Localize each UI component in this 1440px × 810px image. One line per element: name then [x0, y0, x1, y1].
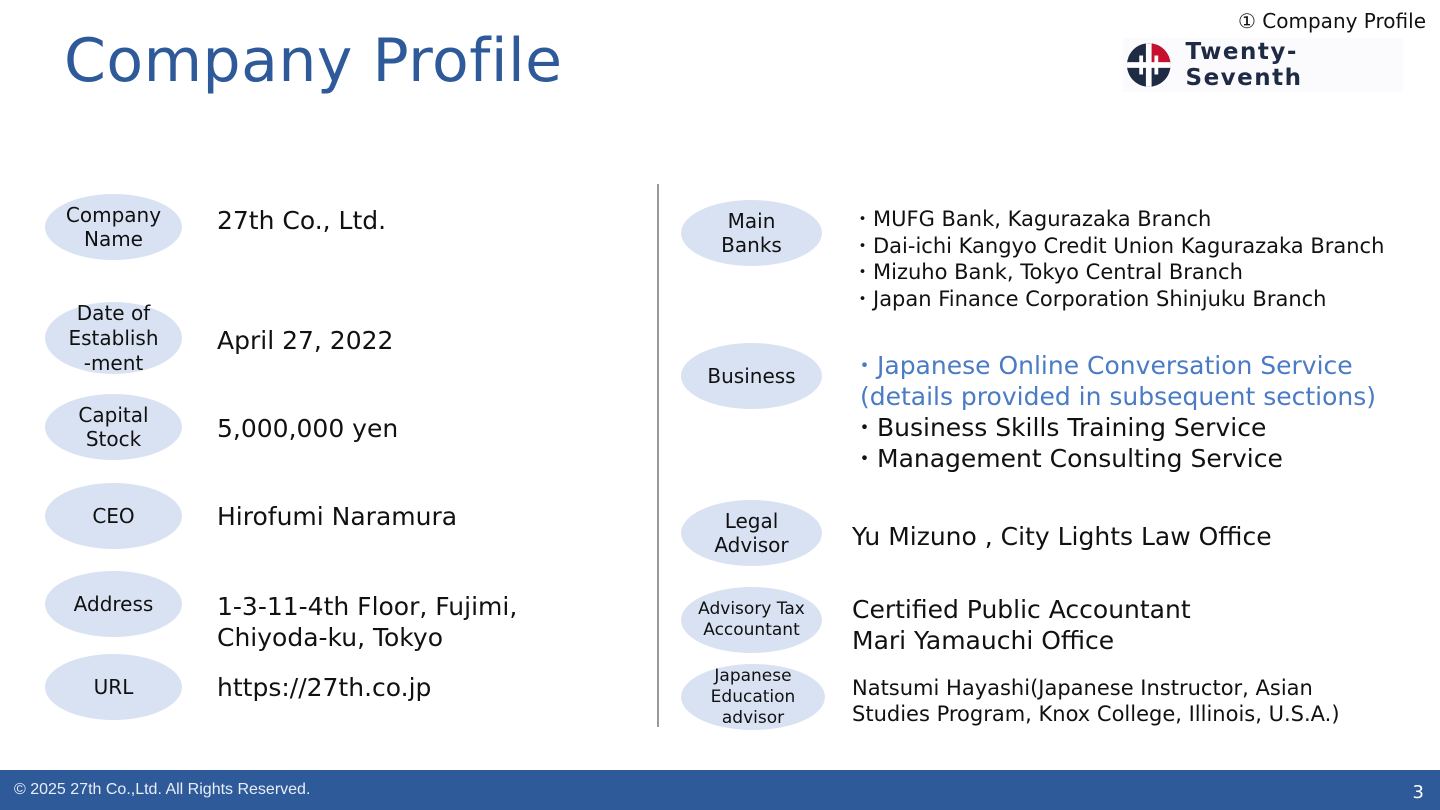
list-item: ・Business Skills Training Service [852, 413, 1267, 442]
business-list [852, 350, 1376, 474]
value-url[interactable]: https://27th.co.jp [217, 673, 432, 702]
list-item: ・Japan Finance Corporation Shinjuku Branch [852, 286, 1327, 311]
value-address: 1-3-11-4th Floor, Fujimi, Chiyoda-ku, Tokyo [217, 592, 518, 652]
footer-bar [0, 770, 1440, 810]
label-address: Address [45, 571, 182, 637]
label-education-advisor: Japanese Education advisor [681, 664, 825, 730]
value-established: April 27, 2022 [217, 326, 394, 355]
list-item: ・Dai-ichi Kangyo Credit Union Kagurazaka Branch [852, 233, 1385, 258]
bank-list [852, 206, 1384, 312]
section-tag: ① Company Profile [1238, 9, 1426, 33]
value-education-advisor: Natsumi Hayashi(Japanese Instructor, Asian Studies Program, Knox College, Illinois, U.S.A.) [852, 676, 1340, 726]
label-capital: Capital Stock [45, 394, 182, 460]
list-item: ・MUFG Bank, Kagurazaka Branch [852, 207, 1212, 231]
label-legal-advisor: Legal Advisor [681, 500, 822, 566]
list-item: ・Japanese Online Conversation Service [852, 351, 1353, 380]
label-company-name: Company Name [45, 194, 182, 260]
list-item: ・Management Consulting Service [852, 444, 1283, 473]
column-divider [657, 184, 659, 727]
value-capital: 5,000,000 yen [217, 414, 399, 443]
label-business: Business [681, 343, 822, 409]
logo-mark-icon [1126, 41, 1172, 89]
copyright-text: © 2025 27th Co.,Ltd. All Rights Reserved. [14, 781, 311, 798]
list-item: ・Mizuho Bank, Tokyo Central Branch [852, 260, 1243, 284]
value-tax-accountant: Certified Public Accountant Mari Yamauchi Office [852, 595, 1191, 655]
label-main-banks: Main Banks [681, 200, 822, 266]
value-ceo: Hirofumi Naramura [217, 502, 458, 531]
label-established: Date of Establish -ment [45, 302, 182, 374]
logo-text: Twenty-Seventh [1185, 39, 1303, 91]
value-legal-advisor: Yu Mizuno , City Lights Law Office [852, 522, 1272, 551]
label-url: URL [45, 654, 182, 720]
list-item-detail: (details provided in subsequent sections) [852, 382, 1377, 411]
value-company-name: 27th Co., Ltd. [217, 206, 387, 235]
page-title: Company Profile [64, 26, 563, 96]
label-ceo: CEO [45, 483, 182, 549]
page-number: 3 [1412, 782, 1424, 803]
company-logo [1123, 38, 1403, 92]
label-tax-accountant: Advisory Tax Accountant [681, 587, 822, 653]
